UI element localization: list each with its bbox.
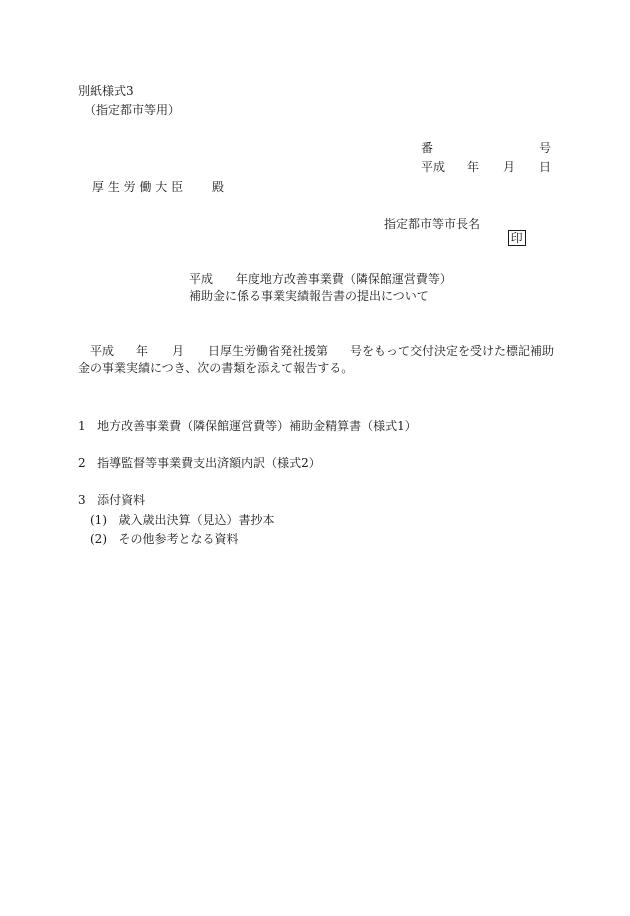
date-year: 年	[467, 160, 480, 174]
addressee-title: 厚 生 労 働 大 臣	[92, 180, 184, 194]
reference-number-suffix: 号	[539, 141, 552, 155]
list-item	[78, 456, 321, 470]
item-text: 地方改善事業費（隣保館運営費等）補助金精算書（様式1）	[97, 419, 417, 433]
sub-list-item	[90, 513, 274, 527]
sub-item-number: (1)	[90, 513, 107, 527]
item-text: 指導監督等事業費支出済額内訳（様式2）	[97, 456, 321, 470]
body-line-2: 金の事業実績につき、次の書類を添えて報告する。	[78, 361, 354, 375]
body-day-ministry: 日厚生労働省発社援第	[208, 344, 329, 358]
seal-mark	[500, 216, 526, 246]
subject-era: 平成	[189, 272, 214, 286]
body-month: 月	[172, 344, 185, 358]
form-scope: （指定都市等用）	[84, 103, 181, 117]
subject-line-2: 補助金に係る事業実績報告書の提出について	[189, 289, 429, 303]
item-number: 1	[78, 419, 86, 433]
date-era: 平成	[421, 160, 446, 174]
addressee-honorific: 殿	[212, 180, 225, 194]
sender-title: 指定都市等市長名	[384, 217, 481, 231]
reference-number-label: 番	[421, 141, 434, 155]
date-day: 日	[539, 160, 552, 174]
item-number: 3	[78, 493, 86, 507]
item-text: 添付資料	[97, 493, 146, 507]
list-item	[78, 493, 145, 507]
form-label: 別紙様式3	[78, 84, 134, 98]
sub-list-item	[90, 532, 238, 546]
subject-title: 年度地方改善事業費（隣保館運営費等）	[235, 272, 452, 286]
list-item	[78, 419, 417, 433]
sub-item-text: その他参考となる資料	[118, 532, 239, 546]
seal-label: 印	[508, 230, 526, 246]
body-era: 平成	[90, 344, 115, 358]
sub-item-text: 歳入歳出決算（見込）書抄本	[118, 513, 275, 527]
sub-item-number: (2)	[90, 532, 107, 546]
subject-line-1	[189, 272, 452, 286]
body-rest: 号をもって交付決定を受けた標記補助	[350, 344, 555, 358]
date-month: 月	[503, 160, 516, 174]
body-year: 年	[136, 344, 149, 358]
item-number: 2	[78, 456, 86, 470]
